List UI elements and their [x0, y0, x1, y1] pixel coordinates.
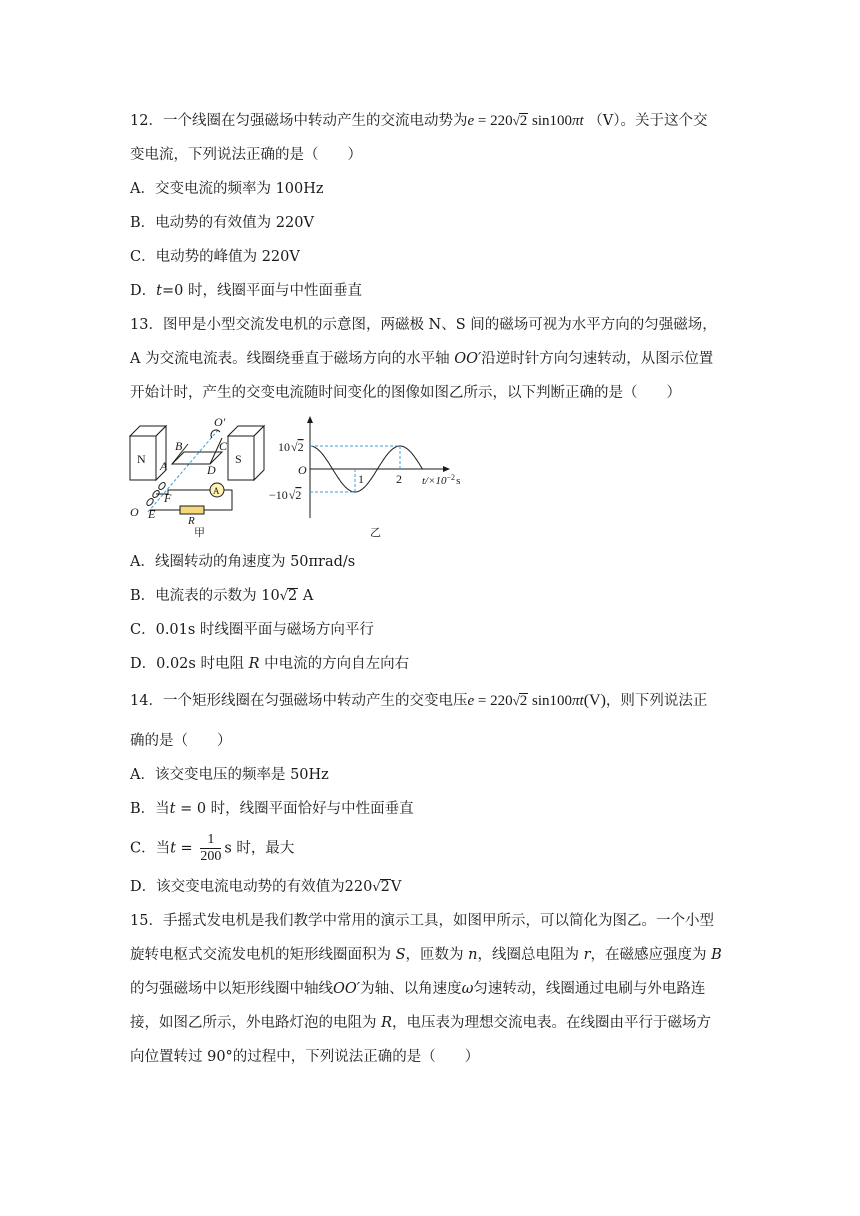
resistor-symbol: [180, 506, 204, 514]
y-axis-arrow: [307, 416, 313, 423]
label-f: F: [164, 491, 172, 505]
q13-option-c: C．0.01s 时线圈平面与磁场方向平行: [130, 622, 374, 638]
q13-figure: [128, 414, 478, 540]
q13-option-b: B．电流表的示数为 10√2 A: [130, 588, 314, 604]
caption-yi: 乙: [370, 527, 381, 539]
q15-stem-line2: 旋转电枢式交流发电机的矩形线圈面积为 S，匝数为 n，线圈总电阻为 r，在磁感应强度为 B: [130, 947, 722, 963]
slip-ring: [146, 497, 155, 506]
label-o-prime: O′: [214, 415, 226, 429]
x-axis-label: $t/\times 10^{-2}s$: [422, 473, 461, 487]
q14-option-a: A．该交变电压的频率是 50Hz: [130, 767, 329, 783]
label-e: E: [148, 507, 156, 521]
q12-stem-line2: 变电流，下列说法正确的是（ ）: [130, 147, 362, 163]
q14-stem-line1: 14．一个矩形线圈在匀强磁场中转动产生的交变电压e = 220√2 sin100πt(V)，则下列说法正: [130, 692, 708, 709]
q15-stem-line3: 的匀强磁场中以矩形线圈中轴线OO′为轴、以角速度ω匀速转动，线圈通过电刷与外电路连: [130, 981, 706, 997]
label-r: R: [188, 515, 195, 527]
generator-diagram: [130, 426, 264, 514]
magnet-s-block: [228, 426, 264, 480]
slip-ring: [158, 481, 167, 490]
q14-option-d: D．该交变电流电动势的有效值为220√2V: [130, 879, 402, 895]
label-n-pole: N: [137, 452, 146, 466]
y-top-label: 10√2: [278, 440, 304, 454]
q13-stem-line3: 开始计时，产生的交变电流随时间变化的图像如图乙所示，以下判断正确的是（ ）: [130, 385, 681, 401]
q12-emf-formula: e = 220√2 sin100πt: [467, 113, 584, 129]
fraction: $\frac{1}{200}$: [200, 832, 222, 864]
q12-option-a: A．交变电流的频率为 100Hz: [130, 181, 324, 197]
x-tick-1: 1: [358, 472, 364, 486]
x-tick-2: 2: [396, 472, 402, 486]
x-axis-arrow: [443, 466, 450, 472]
label-ammeter: A: [213, 486, 220, 496]
q14-stem-line2: 确的是（ ）: [130, 733, 232, 749]
q12-option-c: C．电动势的峰值为 220V: [130, 249, 300, 265]
label-b: B: [175, 439, 183, 453]
label-c: C: [219, 439, 228, 453]
q13-stem-line1: 13．图甲是小型交流发电机的示意图，两磁极 N、S 间的磁场可视为水平方向的匀强磁场，: [130, 317, 717, 333]
q13-option-d: D．0.02s 时电阻 R 中电流的方向自左向右: [130, 656, 410, 672]
q14-voltage-formula: e = 220√2 sin100πt(V): [467, 692, 606, 709]
q12-stem-line1: 12．一个线圈在匀强磁场中转动产生的交流电动势为e = 220√2 sin100πt （V）。关于这个交: [130, 113, 708, 129]
q13-option-a: A．线圈转动的角速度为 50πrad/s: [130, 554, 356, 570]
q14-option-b: B．当t = 0 时，线圈平面恰好与中性面垂直: [130, 801, 414, 817]
q15-stem-line5: 向位置转过 90°的过程中，下列说法正确的是（ ）: [130, 1049, 480, 1065]
label-a: A: [160, 459, 168, 473]
q15-stem-line1: 15．手摇式发电机是我们教学中常用的演示工具，如图甲所示，可以简化为图乙。一个小型: [130, 913, 714, 929]
q14-option-c: C．当t = $\frac{1}{200}$ s 时，最大: [130, 832, 295, 864]
q12-stem-text: 12．一个线圈在匀强磁场中转动产生的交流电动势为: [130, 113, 468, 129]
label-s-pole: S: [235, 452, 242, 466]
q13-stem-line2: A 为交流电流表。线圈绕垂直于磁场方向的水平轴 OO′沿逆时针方向匀速转动，从图示位置: [130, 351, 714, 367]
q15-stem-line4: 接，如图乙所示，外电路灯泡的电阻为 R，电压表为理想交流电表。在线圈由平行于磁场方: [130, 1015, 712, 1031]
label-o: O: [130, 505, 139, 519]
origin-label: O: [298, 463, 307, 477]
q12-option-b: B．电动势的有效值为 220V: [130, 215, 314, 231]
current-graph: [307, 416, 450, 518]
q12-option-d: D．t=0 时，线圈平面与中性面垂直: [130, 283, 362, 299]
label-d: D: [207, 463, 216, 477]
y-bottom-label: −10√2: [269, 488, 302, 502]
rotation-arrow: [211, 430, 220, 438]
caption-jia: 甲: [194, 527, 205, 539]
